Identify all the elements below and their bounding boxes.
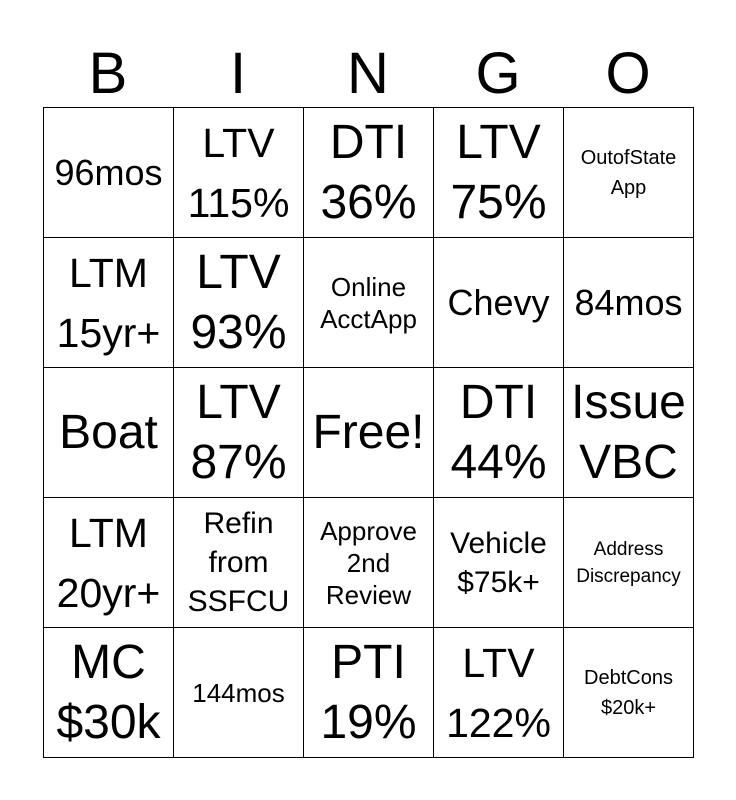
cell-text: DTI 44% <box>450 375 547 489</box>
bingo-cell[interactable] <box>174 108 304 238</box>
bingo-board <box>43 107 694 758</box>
header-letter-g: G <box>475 41 521 106</box>
bingo-cell[interactable] <box>44 238 174 368</box>
cell-text: Online AcctApp <box>320 271 417 334</box>
cell-text: 144mos <box>192 677 285 708</box>
bingo-cell[interactable] <box>304 498 434 628</box>
cell-text: 84mos <box>574 281 683 323</box>
bingo-cell[interactable] <box>304 108 434 238</box>
bingo-cell[interactable] <box>434 628 564 758</box>
header-letter-n: N <box>347 41 389 106</box>
bingo-cell[interactable] <box>44 368 174 498</box>
cell-text: Refin from SSFCU <box>187 507 290 618</box>
bingo-cell[interactable] <box>434 498 564 628</box>
cell-text: PTI 19% <box>320 635 417 749</box>
bingo-cell[interactable] <box>174 628 304 758</box>
cell-text: LTV 122% <box>446 639 551 746</box>
header-letter-o: O <box>605 41 651 106</box>
bingo-cell[interactable] <box>174 238 304 368</box>
cell-text: Chevy <box>447 281 550 323</box>
cell-text: LTM 15yr+ <box>56 249 161 356</box>
cell-text: Issue VBC <box>571 375 686 489</box>
cell-text: Address Discrepancy <box>576 538 681 587</box>
bingo-cell[interactable] <box>564 628 694 758</box>
cell-text: Free! <box>312 405 425 459</box>
cell-text: Boat <box>59 405 158 459</box>
cell-text: LTV 87% <box>190 375 287 489</box>
cell-text: 96mos <box>54 151 163 193</box>
bingo-cell[interactable] <box>434 108 564 238</box>
cell-text: Approve 2nd Review <box>320 515 417 610</box>
cell-text: OutofState App <box>580 146 677 199</box>
bingo-cell[interactable] <box>434 238 564 368</box>
bingo-cell[interactable] <box>564 108 694 238</box>
bingo-cell[interactable] <box>174 368 304 498</box>
bingo-cell[interactable] <box>44 628 174 758</box>
cell-text: LTV 75% <box>450 115 547 229</box>
header-letter-b: B <box>88 41 128 106</box>
cell-text: DebtCons $20k+ <box>584 666 673 719</box>
cell-text: LTV 115% <box>187 119 290 226</box>
cell-text: MC $30k <box>56 635 161 749</box>
bingo-cell[interactable] <box>44 108 174 238</box>
bingo-cell[interactable] <box>44 498 174 628</box>
cell-text: Vehicle $75k+ <box>450 526 547 599</box>
bingo-free-cell[interactable] <box>304 368 434 498</box>
bingo-cell[interactable] <box>304 238 434 368</box>
cell-text: LTM 20yr+ <box>56 509 161 616</box>
cell-text: DTI 36% <box>320 115 417 229</box>
bingo-cell[interactable] <box>304 628 434 758</box>
header-letter-i: I <box>229 41 247 106</box>
bingo-header <box>43 41 693 108</box>
bingo-cell[interactable] <box>564 368 694 498</box>
bingo-cell[interactable] <box>564 238 694 368</box>
bingo-cell[interactable] <box>564 498 694 628</box>
bingo-cell[interactable] <box>174 498 304 628</box>
cell-text: LTV 93% <box>190 245 287 359</box>
bingo-cell[interactable] <box>434 368 564 498</box>
